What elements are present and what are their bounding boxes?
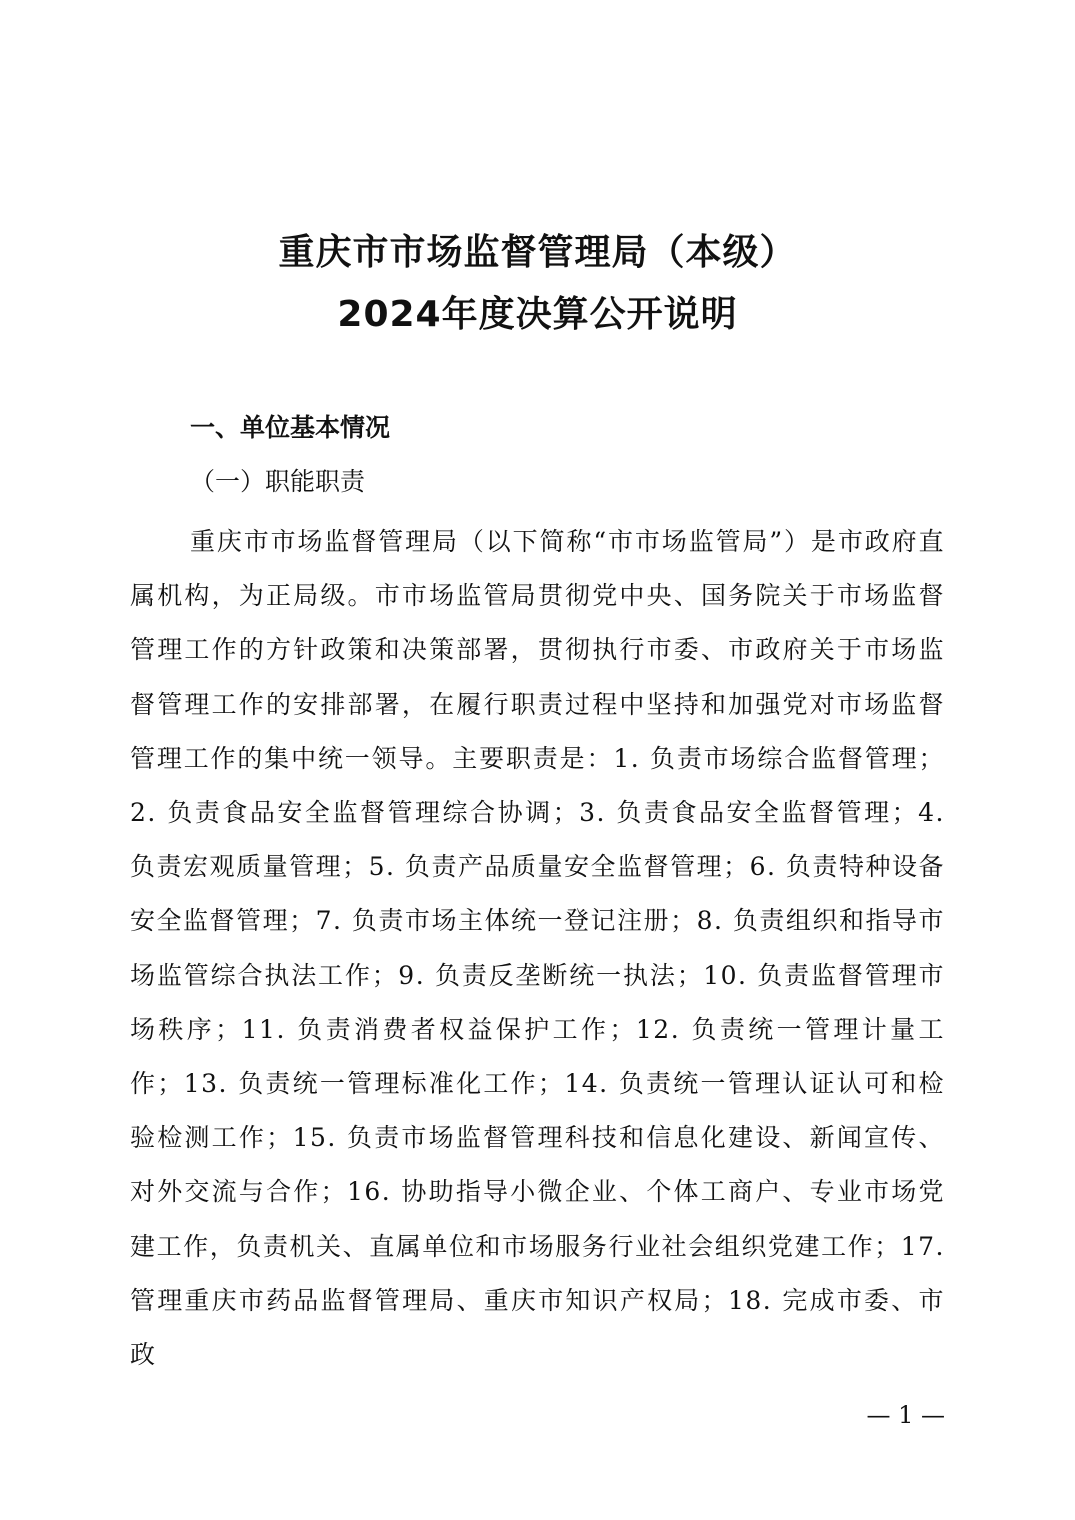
title-line-2: 2024年度决算公开说明	[337, 294, 738, 335]
body-paragraph: 重庆市市场监督管理局（以下简称“市市场监管局”）是市政府直属机构，为正局级。市市场监管局贯彻党中央、国务院关于市场监督管理工作的方针政策和决策部署，贯彻执行市委、市政府关于市场监督管理工作的安排部署，在履行职责过程中坚持和加强党对市场监督管理工作的集中统一领导。主要职责是：1. 负责市场综合监督管理；2. 负责食品安全监督管理综合协调；3. 负责食品安全监督管理；4. 负责宏观质量管理；5. 负责产品质量安全监督管理；6. 负责特种设备安全监督管理；7. 负责市场主体统一登记注册；8. 负责组织和指导市场监管综合执法工作；9. 负责反垄断统一执法；10. 负责监督管理市场秩序；11. 负责消费者权益保护工作；12. 负责统一管理计量工作；13. 负责统一管理标准化工作；14. 负责统一管理认证认可和检验检测工作；15. 负责市场监督管理科技和信息化建设、新闻宣传、对外交流与合作；16. 协助指导小微企业、个体工商户、专业市场党建工作，负责机关、直属单位和市场服务行业社会组织党建工作；17. 管理重庆市药品监督管理局、重庆市知识产权局；18. 完成市委、市政	[130, 527, 945, 1370]
document-title	[0, 222, 1075, 346]
page-number: — 1 —	[866, 1401, 945, 1429]
section-heading: 一、单位基本情况	[190, 413, 391, 442]
title-line-1: 重庆市市场监督管理局（本级）	[278, 232, 797, 273]
sub-heading: （一）职能职责	[190, 467, 366, 496]
